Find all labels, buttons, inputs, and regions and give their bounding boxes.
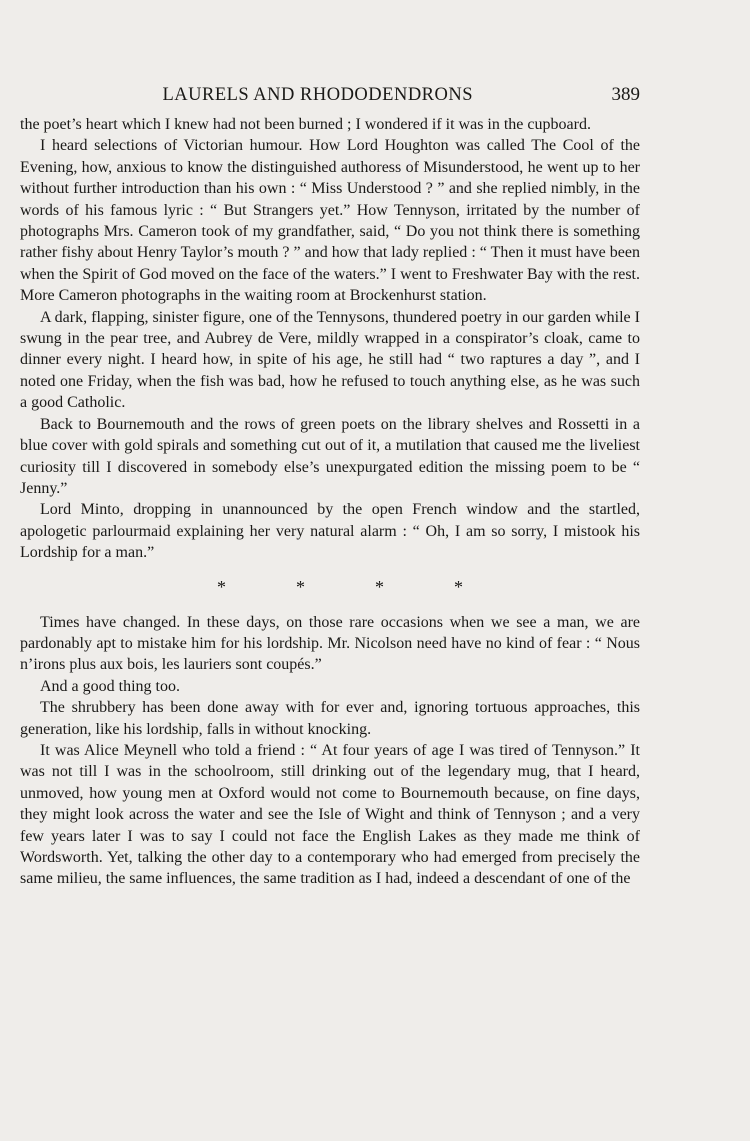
asterisk: * bbox=[375, 577, 384, 598]
paragraph: Back to Bournemouth and the rows of green poets on the library shelves and Rossetti in a blue cover with gold spirals and something cut out of it, a mutilation that caused me the liveliest curiosity till I discovered in somebody else’s unexpurgated edition the missing poem to be “ Jenny.” bbox=[20, 415, 640, 497]
paragraph: Lord Minto, dropping in unannounced by the open French window and the startled, apologetic parlourmaid explaining her very natural alarm : “ Oh, I am so sorry, I mistook his Lordship for a man.” bbox=[20, 501, 640, 562]
section-break bbox=[20, 564, 640, 612]
paragraph: The shrubbery has been done away with for ever and, ignoring tortuous approaches, this generation, like his lordship, falls in without knocking. bbox=[20, 699, 640, 738]
running-title: LAURELS AND RHODODENDRONS bbox=[162, 85, 474, 105]
paragraph: And a good thing too. bbox=[40, 677, 180, 695]
paragraph: A dark, flapping, sinister figure, one of the Tennysons, thundered poetry in our garden while I swung in the pear tree, and Aubrey de Vere, mildly wrapped in a conspirator’s cloak, came to dinner every night. I heard how, in spite of his age, he still had “ two raptures a day ”, and I noted one Friday, when the fish was bad, how he refused to touch anything else, as he was such a good Catholic. bbox=[20, 308, 640, 412]
paragraph: It was Alice Meynell who told a friend : “ At four years of age I was tired of Tennyson.” It was not till I was in the schoolroom, still drinking out of the legendary mug, that I heard, unmoved, how young men at Oxford would not come to Bournemouth because, on fine days, they might look across the water and see the Isle of Wight and think of Tennyson ; and a very few years later I was to say I could not face the English Lakes as they made me think of Wordsworth. Yet, talking the other day to a contemporary who had emerged from precisely the same milieu, the same influences, the same tradition as I had, indeed a descendant of one of the bbox=[20, 741, 640, 888]
page-number: 389 bbox=[611, 84, 640, 105]
paragraph: Times have changed. In these days, on those rare occasions when we see a man, we are pardonably apt to mistake him for his lordship. Mr. Nicolson need have no kind of fear : “ Nous n’irons plus aux bois, les lauriers sont coupés.” bbox=[20, 613, 640, 674]
asterisk: * bbox=[217, 577, 226, 598]
asterisk: * bbox=[454, 577, 463, 598]
paragraph: the poet’s heart which I knew had not been burned ; I wondered if it was in the cupboard. bbox=[20, 116, 591, 133]
asterisk: * bbox=[296, 577, 305, 598]
running-head bbox=[20, 84, 640, 106]
body-text bbox=[20, 114, 640, 890]
book-page bbox=[20, 84, 640, 890]
paragraph: I heard selections of Victorian humour. How Lord Houghton was called The Cool of the Evening, how, anxious to know the distinguished authoress of Misunderstood, he went up to her without further introduction than his own : “ Miss Understood ? ” and she replied nimbly, in the words of his famous lyric : “ But Strangers yet.” How Tennyson, irritated by the number of photographs Mrs. Cameron took of my grandfather, said, “ Do you not think there is something rather fishy about Henry Taylor’s mouth ? ” and how that lady replied : “ Then it must have been when the Spirit of God moved on the face of the waters.” I went to Freshwater Bay with the rest. More Cameron photographs in the waiting room at Brockenhurst station. bbox=[20, 137, 640, 305]
